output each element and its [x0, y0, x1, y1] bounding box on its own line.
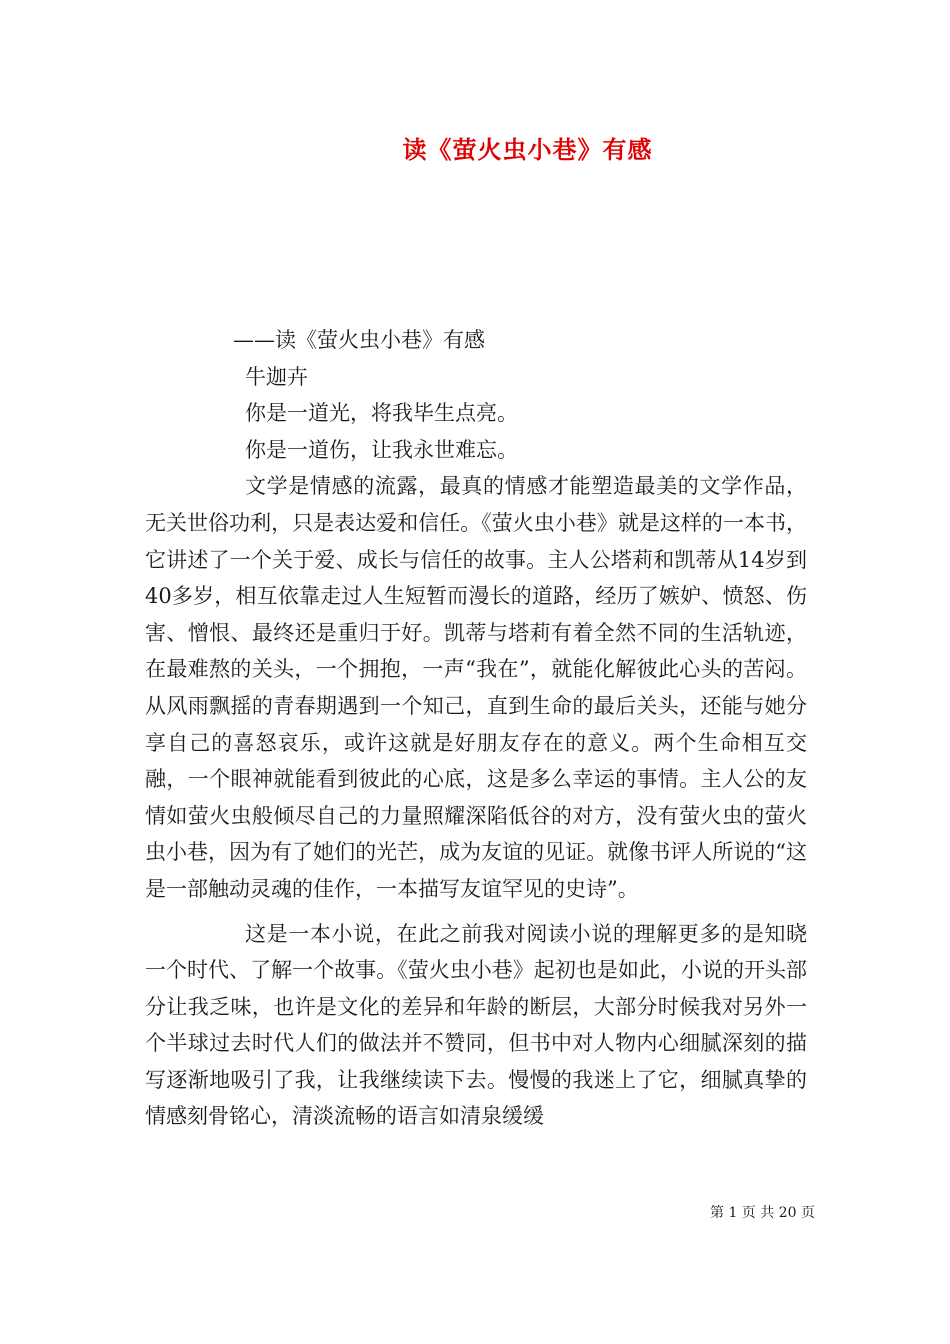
document-body: [145, 322, 807, 1135]
poem-line-2: 你是一道伤，让我永世难忘。: [245, 437, 518, 462]
paragraph-2: 这是一本小说，在此之前我对阅读小说的理解更多的是知晓一个时代、了解一个故事。《萤火虫小巷》起初也是如此，小说的开头部分让我乏味，也许是文化的差异和年龄的断层，大部分时候我对另外一个半球过去时代人们的做法并不赞同，但书中对人物内心细腻深刻的描写逐渐地吸引了我，让我继续读下去。慢慢的我迷上了它，细腻真挚的情感刻骨铭心，清淡流畅的语言如清泉缓缓: [145, 921, 807, 1129]
paragraph-1: 文学是情感的流露，最真的情感才能塑造最美的文学作品，无关世俗功利，只是表达爱和信任。《萤火虫小巷》就是这样的一本书，它讲述了一个关于爱、成长与信任的故事。主人公塔莉和凯蒂从14岁到40多岁，相互依靠走过人生短暂而漫长的道路，经历了嫉妒、愤怒、伤害、憎恨、最终还是重归于好。凯蒂与塔莉有着全然不同的生活轨迹，在最难熬的关头，一个拥抱，一声“我在”，就能化解彼此心头的苦闷。从风雨飘摇的青春期遇到一个知己，直到生命的最后关头，还能与她分享自己的喜怒哀乐，或许这就是好朋友存在的意义。两个生命相互交融，一个眼神就能看到彼此的心底，这是多么幸运的事情。主人公的友情如萤火虫般倾尽自己的力量照耀深陷低谷的对方，没有萤火虫的萤火虫小巷，因为有了她们的光芒，成为友谊的见证。就像书评人所说的“这是一部触动灵魂的佳作，一本描写友谊罕见的史诗”。: [145, 474, 807, 901]
page-number-footer: 第 1 页 共 20 页: [710, 1205, 815, 1221]
subtitle: ——读《萤火虫小巷》有感: [233, 328, 485, 352]
author-name: 牛迦卉: [245, 364, 308, 389]
poem-line-1: 你是一道光，将我毕生点亮。: [245, 401, 518, 426]
document-title: 读《萤火虫小巷》有感: [402, 135, 653, 164]
